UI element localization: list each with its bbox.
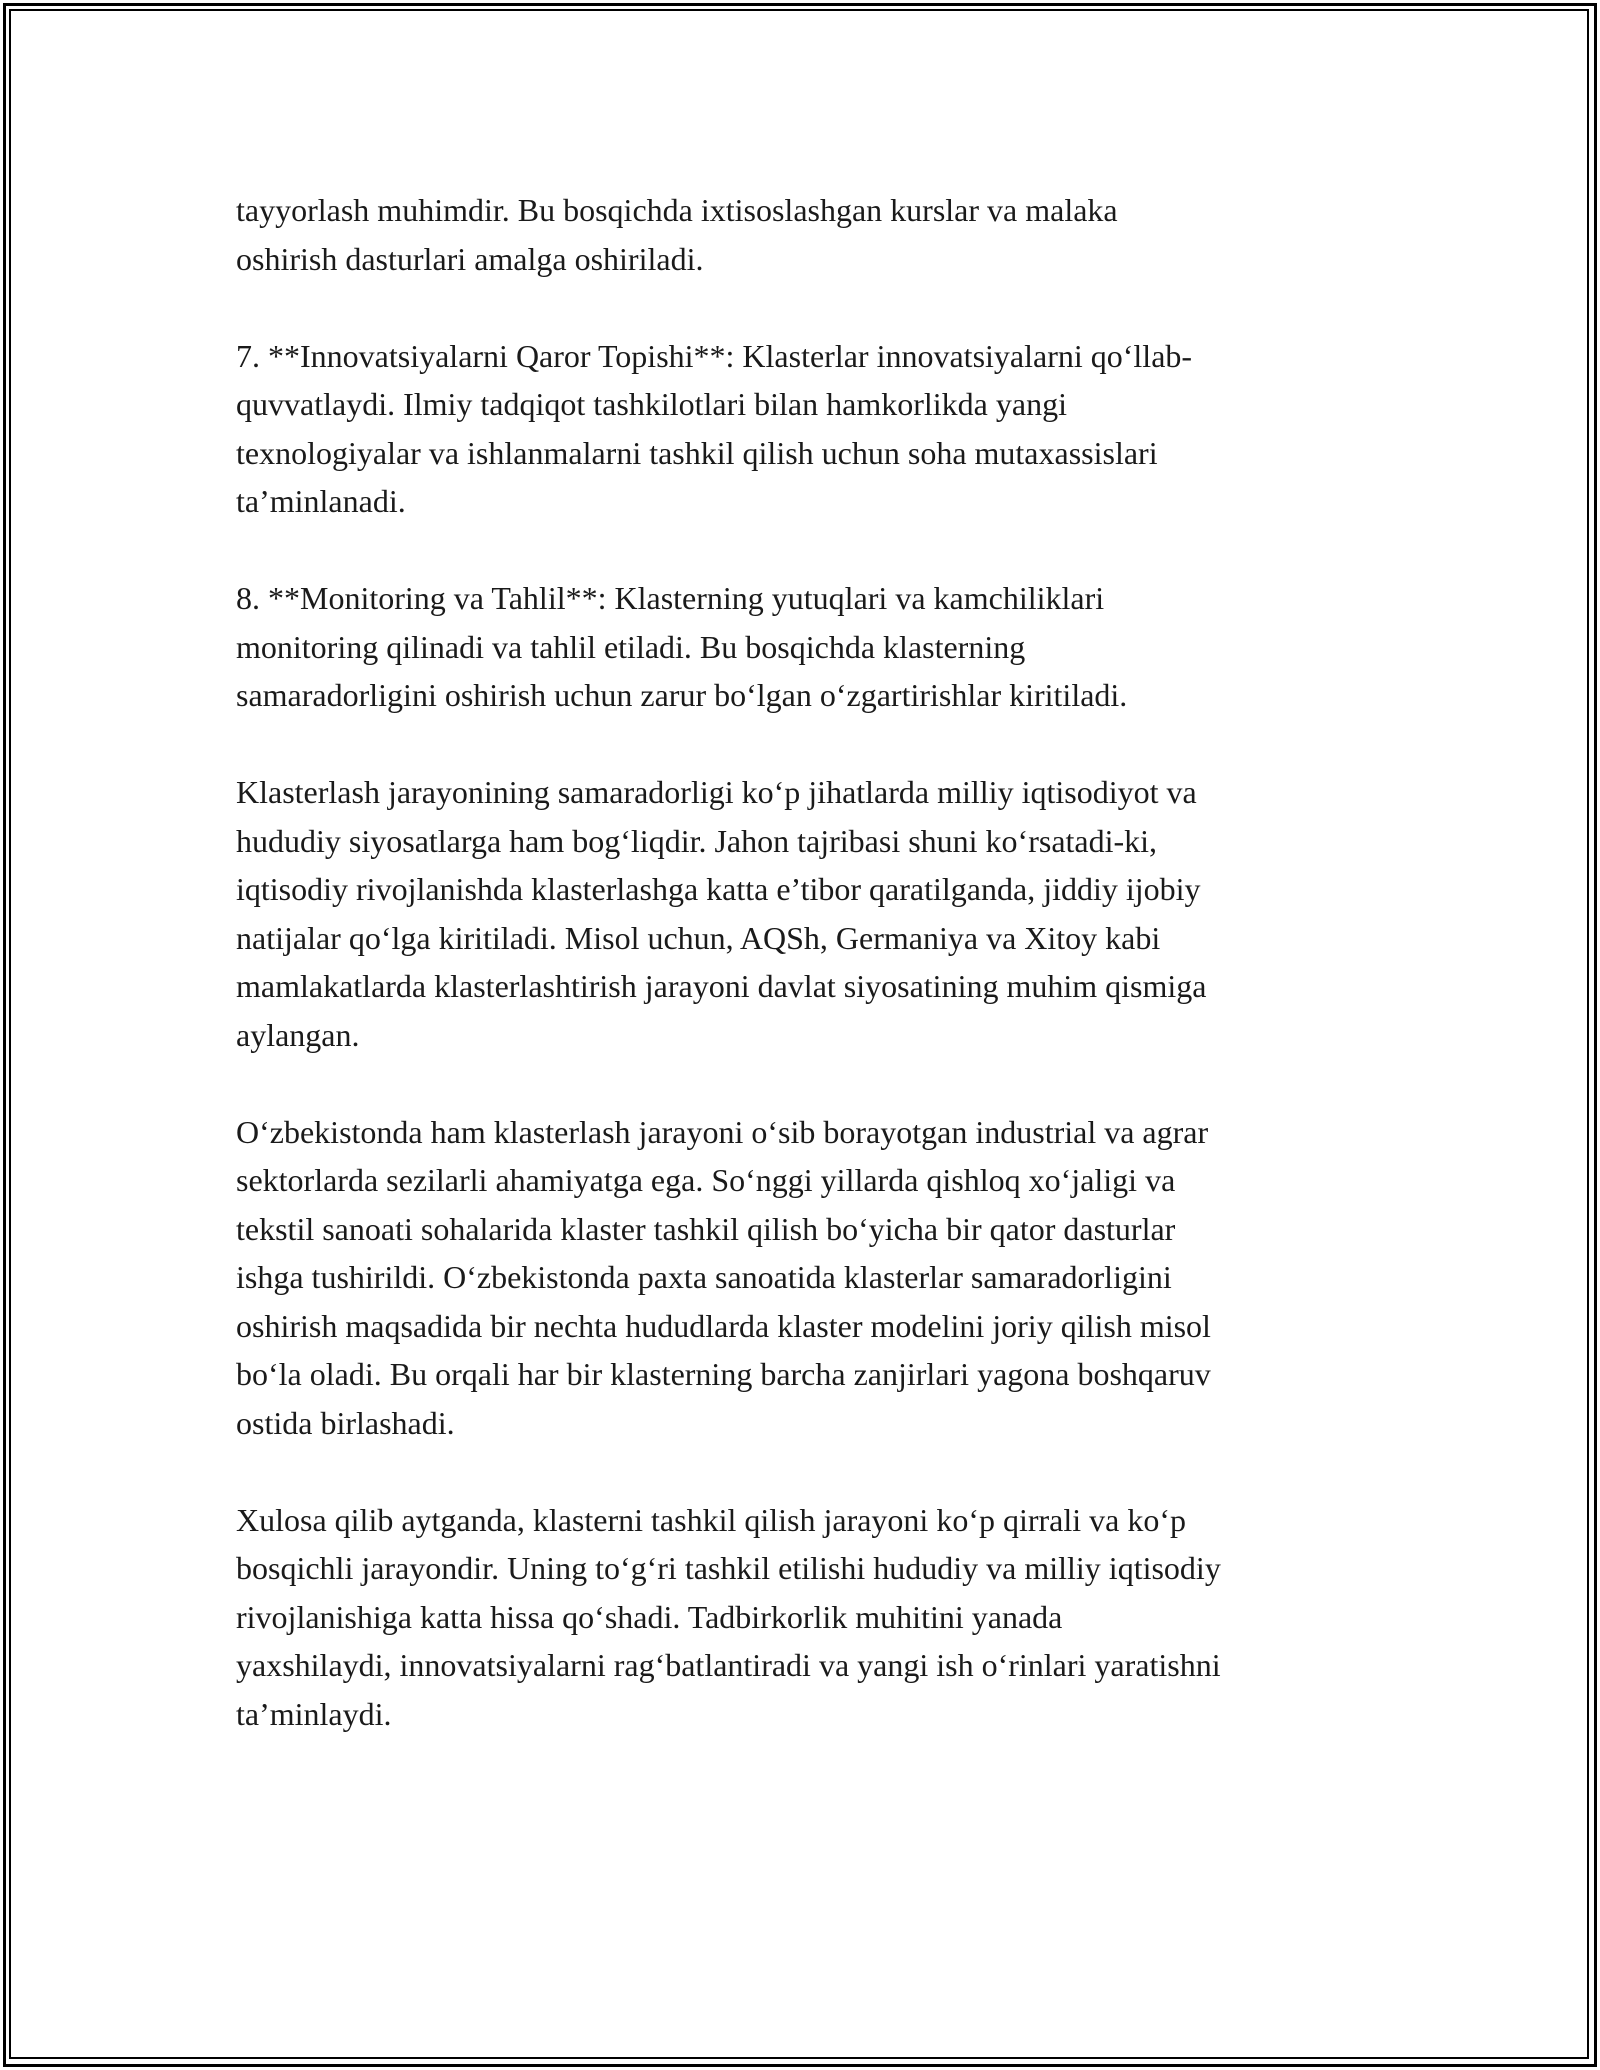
- paragraph-training-continuation: tayyorlash muhimdir. Bu bosqichda ixtisoslashgan kurslar va malaka oshirish dasturlari amalga oshiriladi.: [236, 192, 1118, 277]
- document-body: [236, 186, 1366, 1787]
- paragraph-step-8-monitoring: 8. **Monitoring va Tahlil**: Klasterning yutuqlari va kamchiliklari monitoring qilinadi va tahlil etiladi. Bu bosqichda klasterning samaradorligini oshirish uchun zarur bo‘lgan o‘zgartirishlar kiritiladi.: [236, 580, 1128, 713]
- paragraph-step-7-innovation: 7. **Innovatsiyalarni Qaror Topishi**: Klasterlar innovatsiyalarni qo‘llab- quvvatlaydi. Ilmiy tadqiqot tashkilotlari bilan hamkorlikda yangi texnologiyalar va ishlanmalarni tashkil qilish uchun soha mutaxassislari ta’minlanadi.: [236, 337, 1193, 519]
- paragraph-conclusion: Xulosa qilib aytganda, klasterni tashkil qilish jarayoni ko‘p qirrali va ko‘p bosqichli jarayondir. Uning to‘g‘ri tashkil etilishi hududiy va milliy iqtisodiy rivojlanishiga katta hissa qo‘shadi. Tadbirkorlik muhitini yanada yaxshilaydi, innovatsiyalarni rag‘batlantiradi va yangi ish o‘rinlari yaratishni ta’minlaydi.: [236, 1501, 1221, 1732]
- paragraph-clustering-efficiency: Klasterlash jarayonining samaradorligi ko‘p jihatlarda milliy iqtisodiyot va hududiy siyosatlarga ham bog‘liqdir. Jahon tajribasi shuni ko‘rsatadi-ki, iqtisodiy rivojlanishda klasterlashga katta e’tibor qaratilganda, jiddiy ijobiy natijalar qo‘lga kiritiladi. Misol uchun, AQSh, Germaniya va Xitoy kabi mamlakatlarda klasterlashtirish jarayoni davlat siyosatining muhim qismiga aylangan.: [236, 774, 1207, 1053]
- paragraph-uzbekistan-clustering: O‘zbekistonda ham klasterlash jarayoni o‘sib borayotgan industrial va agrar sektorlarda sezilarli ahamiyatga ega. So‘nggi yillarda qishloq xo‘jaligi va tekstil sanoati sohalarida klaster tashkil qilish bo‘yicha bir qator dasturlar ishga tushirildi. O‘zbekistonda paxta sanoatida klasterlar samaradorligini oshirish maqsadida bir nechta hududlarda klaster modelini joriy qilish misol bo‘la oladi. Bu orqali har bir klasterning barcha zanjirlari yagona boshqaruv ostida birlashadi.: [236, 1113, 1211, 1441]
